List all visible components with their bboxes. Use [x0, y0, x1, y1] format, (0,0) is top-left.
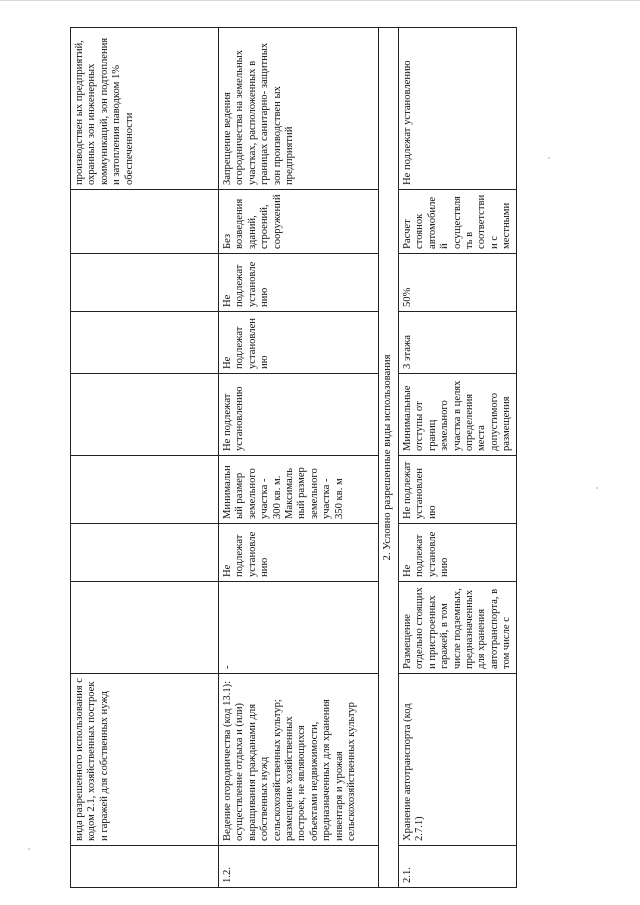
- cell-plot-size: Не подлежат установлен ию: [399, 456, 517, 524]
- cell-max-floors: Не подлежат установлен ию: [219, 312, 379, 374]
- cell-use-description: -: [219, 582, 379, 674]
- scan-speck: [596, 487, 598, 489]
- cell-use-name: Хранение автотранспорта (код 2.7.1): [399, 674, 517, 846]
- cell-max-floors: 3 этажа: [399, 312, 517, 374]
- cell-max-coverage: 50%: [399, 254, 517, 312]
- cell-number: 1.2.: [219, 846, 379, 888]
- cell-restrictions: Запрещение ведения огородничества на земельных участках, расположенных в границах санитарно- защитных зон производствен ых предприятий: [219, 28, 379, 190]
- table-row-2-1: [399, 28, 517, 888]
- cell-max-coverage: [71, 254, 219, 312]
- cell-use-name: вида разрешенного использования с кодом 2.1, хозяйственных построек и гаражей для собственных нужд: [71, 674, 219, 846]
- cell-use-description: Размещение отдельно стоящих и пристроенных гаражей, в том числе подземных, предназначенных для хранения автотранспорта, в том числе с: [399, 582, 517, 674]
- section-header-row: [379, 28, 399, 888]
- rotated-table-wrapper: [70, 28, 513, 888]
- scan-speck: [28, 848, 30, 850]
- table-row-1-2: [219, 28, 379, 888]
- cell-min-offsets: Не подлежат установлению: [219, 374, 379, 456]
- cell-use-description: [71, 582, 219, 674]
- cell-plot-size: [71, 456, 219, 524]
- cell-restrictions: Не подлежат установлению: [399, 28, 517, 190]
- cell-restrictions: производствен ых предприятий, охранных зон инженерных коммуникаций, зон подтопления и затопления паводком 1% обеспеченности: [71, 28, 219, 190]
- table-row-continuation: [71, 28, 219, 888]
- cell-other-params: [71, 190, 219, 254]
- scan-speck: [548, 157, 550, 159]
- cell-setback: [71, 524, 219, 582]
- cell-number: 2.1.: [399, 846, 517, 888]
- cell-setback: Не подлежат установле нию: [399, 524, 517, 582]
- cell-max-coverage: Не подлежат установле нию: [219, 254, 379, 312]
- cell-other-params: Без возведения зданий, строений, сооружений: [219, 190, 379, 254]
- cell-plot-size: Минимальн ый размер земельного участка - 300 кв. м. Максималь ный размер земельного участка - 350 кв. м: [219, 456, 379, 524]
- section-title: 2. Условно разрешенные виды использования: [379, 28, 399, 888]
- land-use-table: [70, 27, 517, 888]
- page-top-rule: [0, 0, 640, 1]
- cell-min-offsets: [71, 374, 219, 456]
- cell-min-offsets: Минимальные отступы от границ земельного участка в целях определения места допустимого размещения: [399, 374, 517, 456]
- cell-use-name: Ведение огородничества (код 13.1): осуществление отдыха и (или) выращивания гражданами для собственных нужд сельскохозяйственных культур; размещение хозяйственных построек, не являющихся объектами недвижимости, предназначенных для хранения инвентаря и урожая сельскохозяйственных культур: [219, 674, 379, 846]
- cell-other-params: Расчет стоянок автомобиле й осуществля ть в соответстви и с местными: [399, 190, 517, 254]
- cell-number: [71, 846, 219, 888]
- cell-setback: Не подлежат установле нию: [219, 524, 379, 582]
- cell-max-floors: [71, 312, 219, 374]
